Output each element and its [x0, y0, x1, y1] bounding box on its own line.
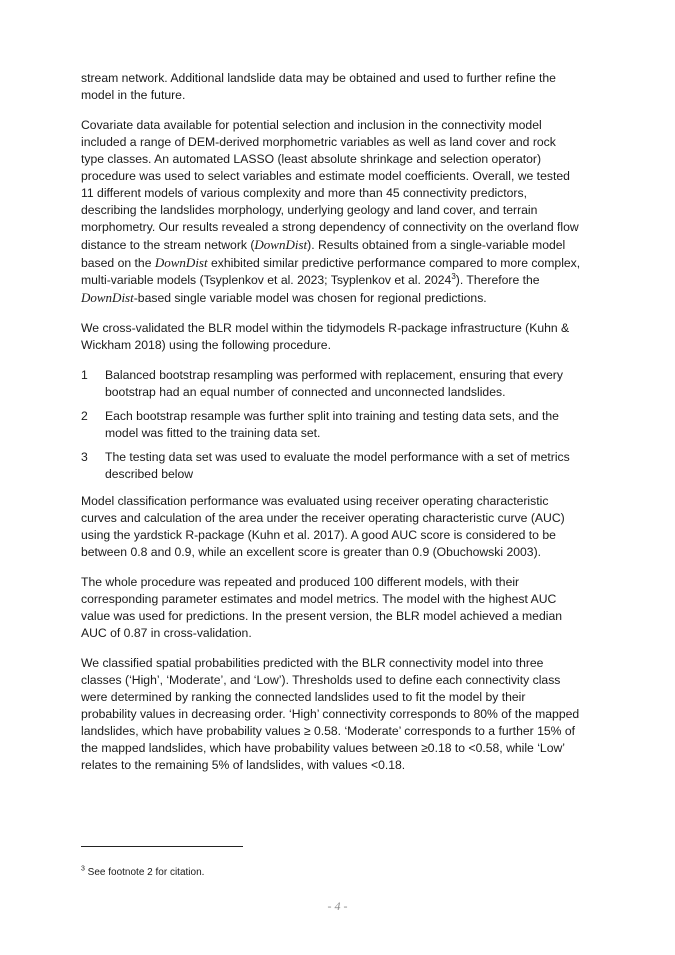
list-item-text: The testing data set was used to evaluate the model performance with a set of metrics described below — [105, 450, 570, 481]
paragraph-covariates-text-b: ). Results obtained from a single-variable model based on the — [81, 238, 566, 270]
procedure-list — [81, 367, 581, 483]
list-item-number: 1 — [81, 368, 88, 382]
paragraph-cross-validation: We cross-validated the BLR model within the tidymodels R-package infrastructure (Kuhn & Wickham 2018) using the following procedure. — [81, 321, 570, 352]
list-item-number: 2 — [81, 409, 88, 423]
paragraph-covariates-text-e: -based single variable model was chosen for regional predictions. — [133, 291, 487, 305]
paragraph-covariates-text-a: Covariate data available for potential selection and inclusion in the connectivity model included a range of DEM-derived morphometric variables as well as land cover and rock type classes. An automated LASSO (least absolute shrinkage and selection operator) procedure was used to select variables and estimate model coefficients. Overall, we tested 11 different models of various complexity and more than 45 connectivity predictors, describing the landslides morphology, underlying geology and land cover, and terrain morphometry. Our results revealed a strong dependency of connectivity on the overland flow distance to the stream network ( — [81, 118, 579, 252]
paragraph-covariates-text-c: exhibited similar predictive performance compared to more complex, multi-variable models (Tsyplenkov et al. 2023; Tsyplenkov et al. 2024 — [81, 256, 581, 287]
list-item-text: Each bootstrap resample was further split into training and testing data sets, and the model was fitted to the training data set. — [105, 409, 559, 440]
paragraph-repetition: The whole procedure was repeated and produced 100 different models, with their corresponding parameter estimates and model metrics. The model with the highest AUC value was used for predictions. In the present version, the BLR model achieved a median AUC of 0.87 in cross-validation. — [81, 575, 563, 640]
list-item — [81, 408, 581, 442]
downdist-symbol: DownDist — [154, 255, 208, 270]
list-item-text: Balanced bootstrap resampling was performed with replacement, ensuring that every bootstrap had an equal number of connected and unconnected landslides. — [105, 368, 563, 399]
document-body — [81, 70, 581, 787]
downdist-symbol: DownDist — [81, 290, 134, 305]
list-item-number: 3 — [81, 450, 88, 464]
footnote-mark: 3 — [81, 865, 85, 873]
downdist-symbol: DownDist — [254, 237, 308, 252]
footnote-separator — [81, 846, 243, 847]
paragraph-classes: We classified spatial probabilities predicted with the BLR connectivity model into three classes (‘High’, ‘Moderate’, and ‘Low’). Thresholds used to define each connectivity class were determined by ranking the connected landslides used to fit the model by their probability values in decreasing order. ‘High’ connectivity corresponds to 80% of the mapped landslides, which have probability values ≥ 0.58. ‘Moderate’ corresponds to a further 15% of the mapped landslides, which have probability values between ≥0.18 to <0.58, while ‘Low’ relates to the remaining 5% of landslides, with values <0.18. — [81, 656, 580, 772]
list-item — [81, 449, 581, 483]
footnote-text: See footnote 2 for citation. — [84, 867, 205, 878]
footnote — [81, 866, 204, 879]
paragraph-covariates — [81, 117, 581, 307]
page-number: - 4 - — [327, 899, 348, 913]
paragraph-performance: Model classification performance was evaluated using receiver operating characteristic curves and calculation of the area under the receiver operating characteristic curve (AUC) using the yardstick R-package (Kuhn et al. 2017). A good AUC score is considered to be between 0.8 and 0.9, while an excellent score is greater than 0.9 (Obuchowski 2003). — [81, 494, 565, 559]
paragraph-intro: stream network. Additional landslide data may be obtained and used to further refine the model in the future. — [81, 71, 556, 102]
footnote-ref[interactable]: 3 — [451, 271, 456, 281]
paragraph-covariates-text-d: ). Therefore the — [455, 273, 540, 287]
list-item — [81, 367, 581, 401]
